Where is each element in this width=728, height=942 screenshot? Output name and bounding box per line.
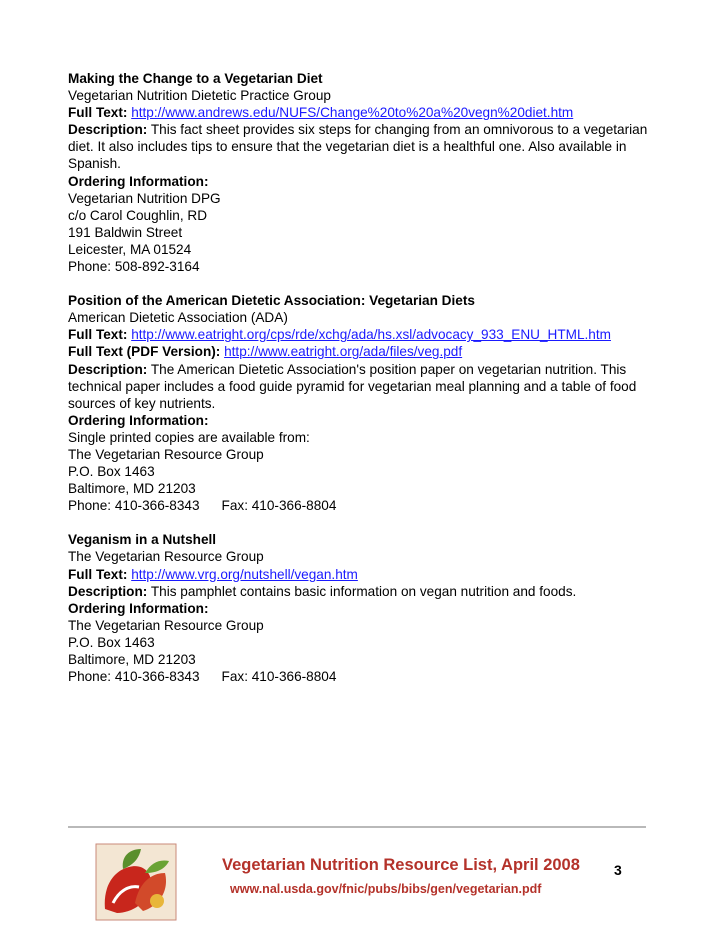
ordering-line: c/o Carol Coughlin, RD [68, 207, 208, 223]
footer-title: Vegetarian Nutrition Resource List, April 2008 [222, 856, 580, 874]
resource-title: Position of the American Dietetic Association: Vegetarian Diets [68, 293, 475, 309]
ordering-line: Leicester, MA 01524 [68, 241, 192, 257]
ordering-label: Ordering Information: [68, 600, 209, 616]
description-text: The American Dietetic Association's position paper on vegetarian nutrition. This technical paper includes a food guide pyramid for vegetarian meal planning and a table of food sources of key nutrients. [68, 361, 637, 411]
full-text-pdf-link[interactable]: http://www.eatright.org/ada/files/veg.pdf [224, 344, 463, 360]
document-body [68, 70, 668, 702]
full-text-pdf-label: Full Text (PDF Version): [68, 344, 221, 360]
resource-title: Making the Change to a Vegetarian Diet [68, 71, 323, 86]
phone-text: Phone: 410-366-8343 [68, 498, 200, 514]
ordering-line: The Vegetarian Resource Group [68, 617, 264, 633]
full-text-link[interactable]: http://www.eatright.org/cps/rde/xchg/ada/hs.xsl/advocacy_933_ENU_HTML.htm [131, 327, 611, 343]
ordering-line: P.O. Box 1463 [68, 634, 155, 650]
ordering-line: P.O. Box 1463 [68, 464, 155, 480]
full-text-label: Full Text: [68, 566, 128, 582]
description-label: Description: [68, 583, 148, 599]
full-text-label: Full Text: [68, 105, 128, 121]
resource-entry [68, 70, 668, 275]
footer-divider [68, 826, 646, 828]
description-label: Description: [68, 361, 148, 377]
ordering-line: Vegetarian Nutrition DPG [68, 190, 221, 206]
phone-text: Phone: 410-366-8343 [68, 669, 200, 685]
description-label: Description: [68, 122, 148, 138]
full-text-link[interactable]: http://www.andrews.edu/NUFS/Change%20to%20a%20vegn%20diet.htm [131, 105, 574, 121]
ordering-label: Ordering Information: [68, 412, 209, 428]
full-text-label: Full Text: [68, 327, 128, 343]
ordering-line: Baltimore, MD 21203 [68, 481, 196, 497]
full-text-link[interactable]: http://www.vrg.org/nutshell/vegan.htm [131, 566, 358, 582]
resource-org: Vegetarian Nutrition Dietetic Practice Group [68, 88, 331, 104]
page-number: 3 [614, 862, 622, 878]
resource-entry [68, 531, 668, 685]
resource-org: American Dietetic Association (ADA) [68, 310, 288, 326]
resource-org: The Vegetarian Resource Group [68, 549, 264, 565]
ordering-line: Single printed copies are available from: [68, 429, 310, 445]
phone-text: Phone: 508-892-3164 [68, 259, 200, 275]
ordering-line: Baltimore, MD 21203 [68, 652, 196, 667]
fax-text: Fax: 410-366-8804 [221, 669, 337, 685]
description-text: This pamphlet contains basic information on vegan nutrition and foods. [150, 583, 577, 599]
ordering-line: 191 Baldwin Street [68, 224, 183, 240]
ordering-line: The Vegetarian Resource Group [68, 446, 264, 462]
vegetable-logo-icon [95, 843, 177, 921]
ordering-label: Ordering Information: [68, 173, 209, 189]
fax-text: Fax: 410-366-8804 [221, 498, 337, 514]
footer-url[interactable]: www.nal.usda.gov/fnic/pubs/bibs/gen/vegetarian.pdf [230, 882, 542, 896]
resource-entry [68, 292, 668, 514]
description-text: This fact sheet provides six steps for changing from an omnivorous to a vegetarian diet. It also includes tips to ensure that the vegetarian diet is a healthful one. Also available in Spanish. [68, 122, 648, 172]
resource-title: Veganism in a Nutshell [68, 532, 217, 548]
